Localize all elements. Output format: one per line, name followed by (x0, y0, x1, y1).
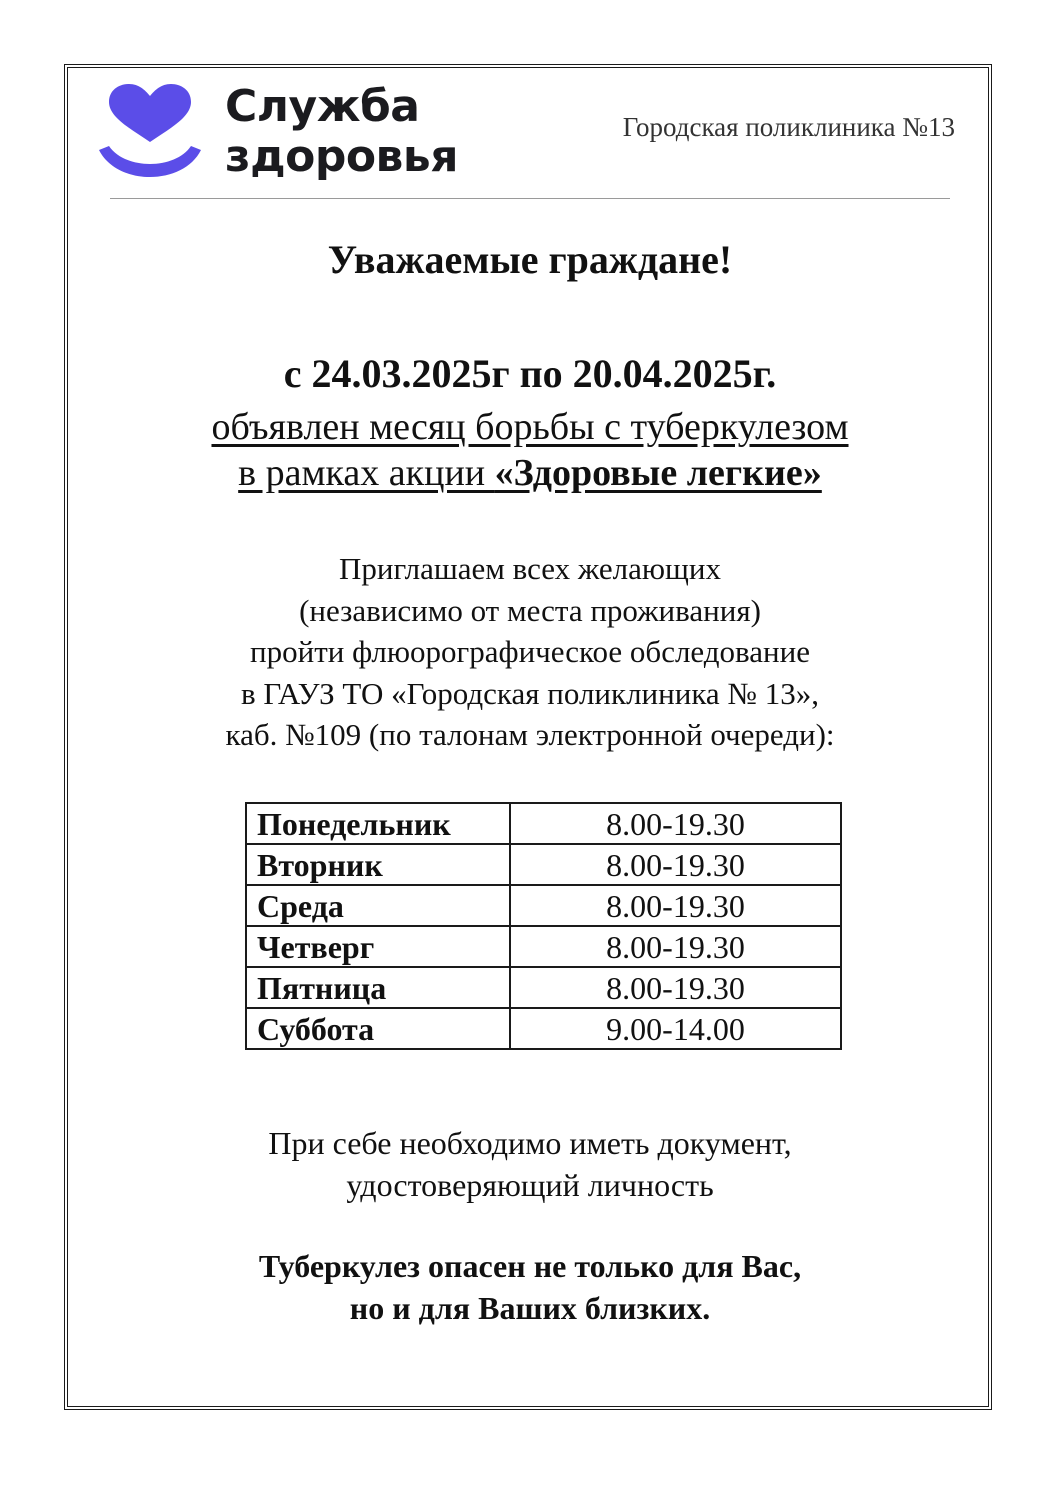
warning-line: Туберкулез опасен не только для Вас, (258, 1248, 802, 1284)
note-line: удостоверяющий личность (346, 1167, 714, 1203)
schedule-hours: 8.00-19.30 (510, 926, 841, 967)
schedule-hours: 8.00-19.30 (510, 803, 841, 844)
logo-text-line2: здоровья (225, 131, 458, 182)
schedule-hours: 9.00-14.00 (510, 1008, 841, 1049)
logo-text-line1: Служба (225, 81, 420, 132)
schedule-day: Понедельник (246, 803, 510, 844)
announcement (64, 404, 996, 496)
invitation-line: (независимо от места проживания) (299, 592, 761, 628)
invitation-line: каб. №109 (по талонам электронной очереди): (225, 717, 835, 752)
announcement-prefix: в рамках акции (238, 452, 495, 494)
announcement-line2 (238, 452, 822, 494)
header-divider (110, 198, 950, 199)
heart-smile-icon (95, 82, 205, 192)
table-row (246, 844, 841, 885)
warning-text (64, 1245, 996, 1329)
invitation-text (64, 548, 996, 756)
schedule-day: Вторник (246, 844, 510, 885)
table-row (246, 885, 841, 926)
schedule-hours: 8.00-19.30 (510, 885, 841, 926)
table-row (246, 926, 841, 967)
schedule-day: Пятница (246, 967, 510, 1008)
schedule-hours: 8.00-19.30 (510, 844, 841, 885)
schedule-hours: 8.00-19.30 (510, 967, 841, 1008)
invitation-line: пройти флюорографическое обследование (250, 634, 810, 669)
document-note (64, 1122, 996, 1206)
table-row (246, 1008, 841, 1049)
invitation-line: Приглашаем всех желающих (339, 551, 721, 586)
schedule-day: Четверг (246, 926, 510, 967)
schedule-day: Суббота (246, 1008, 510, 1049)
announcement-line1: объявлен месяц борьбы с туберкулезом (211, 406, 849, 448)
campaign-name: «Здоровые легкие» (494, 452, 822, 494)
campaign-dates: с 24.03.2025г по 20.04.2025г. (283, 351, 777, 396)
service-logo (95, 82, 505, 192)
schedule-day: Среда (246, 885, 510, 926)
schedule-table (245, 802, 842, 1050)
table-row (246, 803, 841, 844)
table-row (246, 967, 841, 1008)
warning-line: но и для Ваших близких. (349, 1290, 711, 1326)
invitation-line: в ГАУЗ ТО «Городская поликлиника № 13», (241, 675, 819, 711)
logo-wordmark (225, 82, 458, 182)
clinic-name: Городская поликлиника №13 (622, 112, 955, 142)
note-line: При себе необходимо иметь документ, (268, 1125, 792, 1161)
page-title: Уважаемые граждане! (327, 237, 733, 282)
